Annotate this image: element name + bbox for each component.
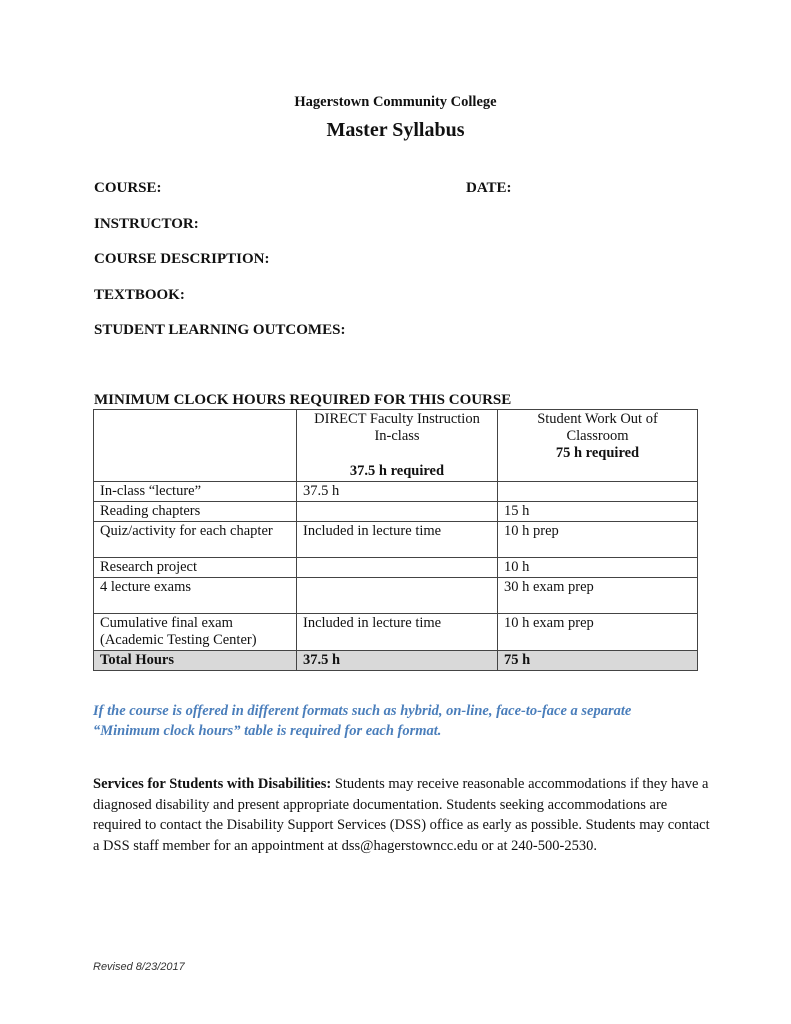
table-row bbox=[94, 558, 698, 578]
instructor-label: INSTRUCTOR: bbox=[94, 216, 199, 232]
activity-cell: In-class “lecture” bbox=[94, 482, 297, 502]
disability-services-paragraph bbox=[93, 774, 713, 856]
header-text: In-class bbox=[374, 428, 420, 444]
student-cell bbox=[498, 482, 698, 502]
header-empty-cell bbox=[94, 410, 297, 482]
table-header-row bbox=[94, 410, 698, 482]
learning-outcomes-label: STUDENT LEARNING OUTCOMES: bbox=[94, 322, 346, 338]
student-cell: 10 h bbox=[498, 558, 698, 578]
table-row bbox=[94, 522, 698, 558]
table-row bbox=[94, 482, 698, 502]
table-row bbox=[94, 502, 698, 522]
direct-cell bbox=[297, 558, 498, 578]
textbook-label: TEXTBOOK: bbox=[94, 287, 185, 303]
student-cell: 10 h exam prep bbox=[498, 614, 698, 651]
total-row bbox=[94, 651, 698, 671]
hours-table-heading: MINIMUM CLOCK HOURS REQUIRED FOR THIS COURSE bbox=[94, 392, 512, 408]
total-label: Total Hours bbox=[94, 651, 297, 671]
activity-text: (Academic Testing Center) bbox=[100, 632, 257, 648]
direct-cell: Included in lecture time bbox=[297, 614, 498, 651]
course-description-label: COURSE DESCRIPTION: bbox=[94, 251, 270, 267]
note-line: “Minimum clock hours” table is required for each format. bbox=[93, 723, 442, 739]
activity-cell: Reading chapters bbox=[94, 502, 297, 522]
direct-cell: Included in lecture time bbox=[297, 522, 498, 558]
activity-cell: Research project bbox=[94, 558, 297, 578]
total-student: 75 h bbox=[498, 651, 698, 671]
student-cell: 30 h exam prep bbox=[498, 578, 698, 614]
services-text: Students may receive reasonable accommodations if they have a diagnosed disability and present appropriate documentation. Students seeking accommodations are required to contact the Disability Support Services (DSS) office as early as possible. Students may contact a DSS staff member for an appointment at dss@hagerstowncc.edu or at 240-500-2530. bbox=[93, 776, 710, 854]
header-text: DIRECT Faculty Instruction bbox=[314, 411, 480, 427]
header-direct-instruction bbox=[297, 410, 498, 482]
table-row bbox=[94, 578, 698, 614]
header-student-work bbox=[498, 410, 698, 482]
course-label: COURSE: bbox=[94, 180, 162, 196]
student-required-hours: 75 h required bbox=[555, 445, 640, 461]
total-direct: 37.5 h bbox=[297, 651, 498, 671]
student-cell: 15 h bbox=[498, 502, 698, 522]
table-row bbox=[94, 614, 698, 651]
note-line: If the course is offered in different formats such as hybrid, on-line, face-to-face a separate bbox=[93, 703, 632, 719]
direct-cell bbox=[297, 578, 498, 614]
revised-date: Revised 8/23/2017 bbox=[93, 961, 185, 973]
activity-text: Cumulative final exam bbox=[100, 615, 233, 631]
college-name: Hagerstown Community College bbox=[294, 94, 497, 110]
activity-cell: Quiz/activity for each chapter bbox=[94, 522, 297, 558]
header-text: Classroom bbox=[566, 428, 629, 444]
document-title: Master Syllabus bbox=[326, 119, 465, 141]
date-label: DATE: bbox=[466, 180, 512, 196]
services-label: Services for Students with Disabilities: bbox=[93, 776, 332, 792]
format-note bbox=[93, 701, 713, 741]
student-cell: 10 h prep bbox=[498, 522, 698, 558]
direct-cell: 37.5 h bbox=[297, 482, 498, 502]
direct-cell bbox=[297, 502, 498, 522]
activity-cell: 4 lecture exams bbox=[94, 578, 297, 614]
header-text: Student Work Out of bbox=[537, 411, 658, 427]
activity-cell bbox=[94, 614, 297, 651]
direct-required-hours: 37.5 h required bbox=[349, 463, 445, 479]
clock-hours-table bbox=[93, 409, 698, 671]
